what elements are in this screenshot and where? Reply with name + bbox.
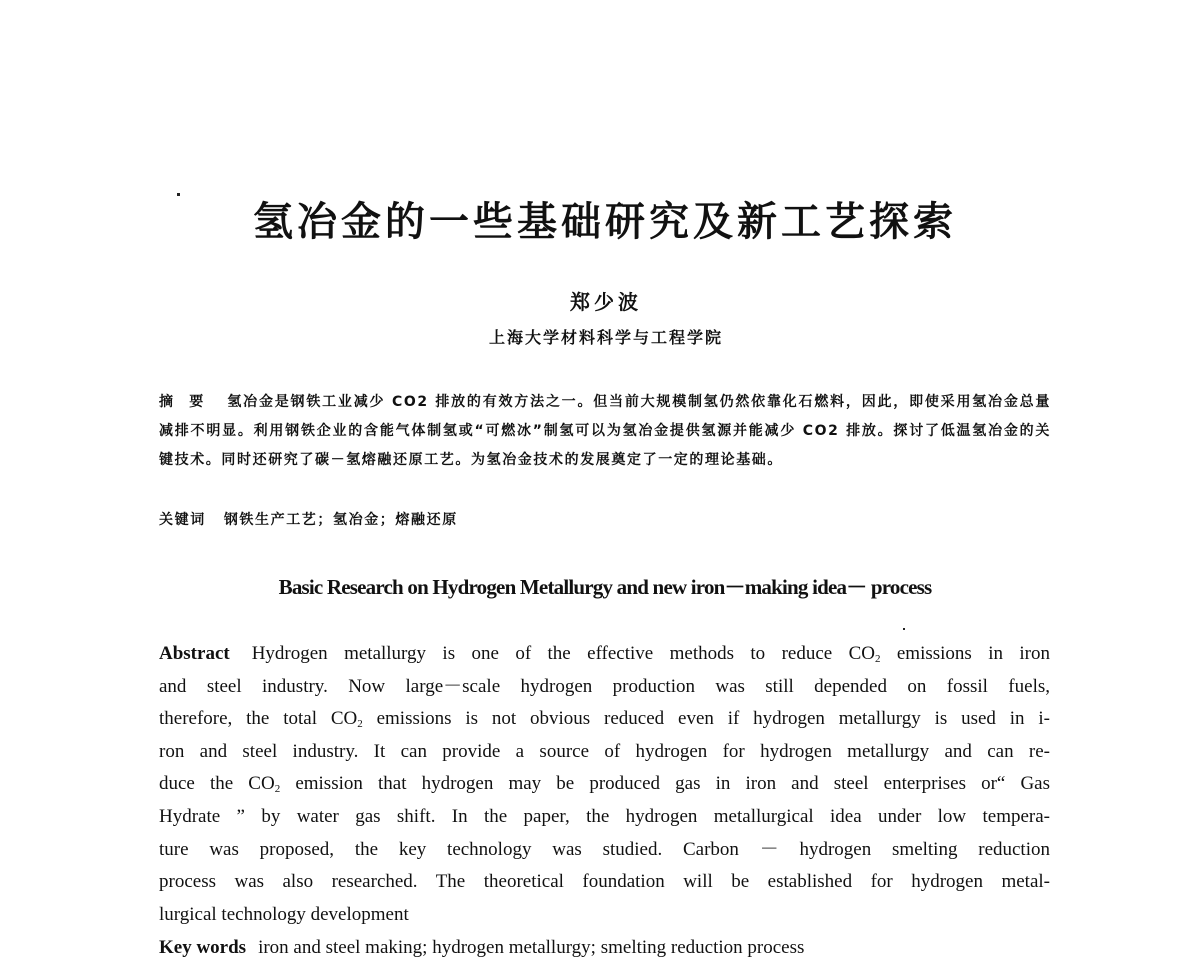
abstract-text: process was also researched. The theoretical foundation will be established for hydrogen metal- <box>159 871 1050 893</box>
abstract-chinese-label: 摘要 <box>159 394 220 410</box>
paper-title-chinese: 氢冶金的一些基础研究及新工艺探索 <box>253 199 957 245</box>
paper-title-english: Basic Research on Hydrogen Metallurgy and new iron－making idea－ process <box>278 575 932 599</box>
abstract-text: lurgical technology development <box>159 903 409 925</box>
abstract-text: emission that hydrogen may be produced gas in iron and steel enterprises or“ Gas <box>280 773 1050 795</box>
abstract-line <box>159 671 1050 704</box>
abstract-text: duce the CO <box>159 773 275 795</box>
keywords-chinese-text: 钢铁生产工艺；氢冶金；熔融还原 <box>223 512 458 528</box>
abstract-line <box>159 736 1050 769</box>
abstract-text: emissions is not obvious reduced even if hydrogen metallurgy is used in i- <box>362 708 1051 730</box>
author-name: 郑少波 <box>570 290 642 314</box>
subscript: 2 <box>874 653 881 665</box>
abstract-text: ture was proposed, the key technology was studied. Carbon － hydrogen smelting reduction <box>159 838 1050 860</box>
keywords-english-label: Key words <box>159 937 247 958</box>
author-affiliation: 上海大学材料科学与工程学院 <box>488 328 723 347</box>
abstract-text: ron and steel industry. It can provide a source of hydrogen for hydrogen metallurgy and can re- <box>159 740 1050 762</box>
abstract-text: Hydrate ” by water gas shift. In the paper, the hydrogen metallurgical idea under low tempera- <box>159 805 1050 827</box>
abstract-line <box>159 638 1050 671</box>
keywords-english <box>159 932 1050 964</box>
abstract-text: emissions in iron <box>880 643 1050 664</box>
keywords-chinese <box>159 506 1051 535</box>
abstract-chinese-text: 氢冶金是钢铁工业减少 CO2 排放的有效方法之一。但当前大规模制氢仍然依靠化石燃料，因此，即使采用氢冶金总量减排不明显。利用钢铁企业的含能气体制氢或“可燃冰”制氢可以为氢冶金提供氢源并能减少 CO2 排放。探讨了低温氢冶金的关键技术。同时还研究了碳－氢熔融还原工艺。为氢冶金技术的发展奠定了一定的理论基础。 <box>159 394 1052 468</box>
subscript: 2 <box>274 783 281 796</box>
abstract-line <box>159 801 1050 834</box>
keywords-english-text: iron and steel making; hydrogen metallurgy; smelting reduction process <box>258 937 805 958</box>
abstract-english-label: Abstract <box>159 643 230 664</box>
subscript: 2 <box>357 718 363 731</box>
abstract-line <box>159 899 1050 932</box>
abstract-text: and steel industry. Now large－scale hydrogen production was still depended on fossil fuels, <box>159 675 1050 697</box>
abstract-line <box>159 703 1050 736</box>
abstract-english <box>159 638 1050 931</box>
abstract-text: Hydrogen metallurgy is one of the effective methods to reduce CO <box>251 643 875 664</box>
abstract-line <box>159 834 1050 867</box>
abstract-line <box>159 866 1050 899</box>
scan-speck <box>903 628 905 630</box>
abstract-text: therefore, the total CO <box>159 708 358 730</box>
keywords-chinese-label: 关键词 <box>159 512 206 528</box>
abstract-line <box>159 768 1050 801</box>
abstract-chinese <box>159 388 1051 475</box>
